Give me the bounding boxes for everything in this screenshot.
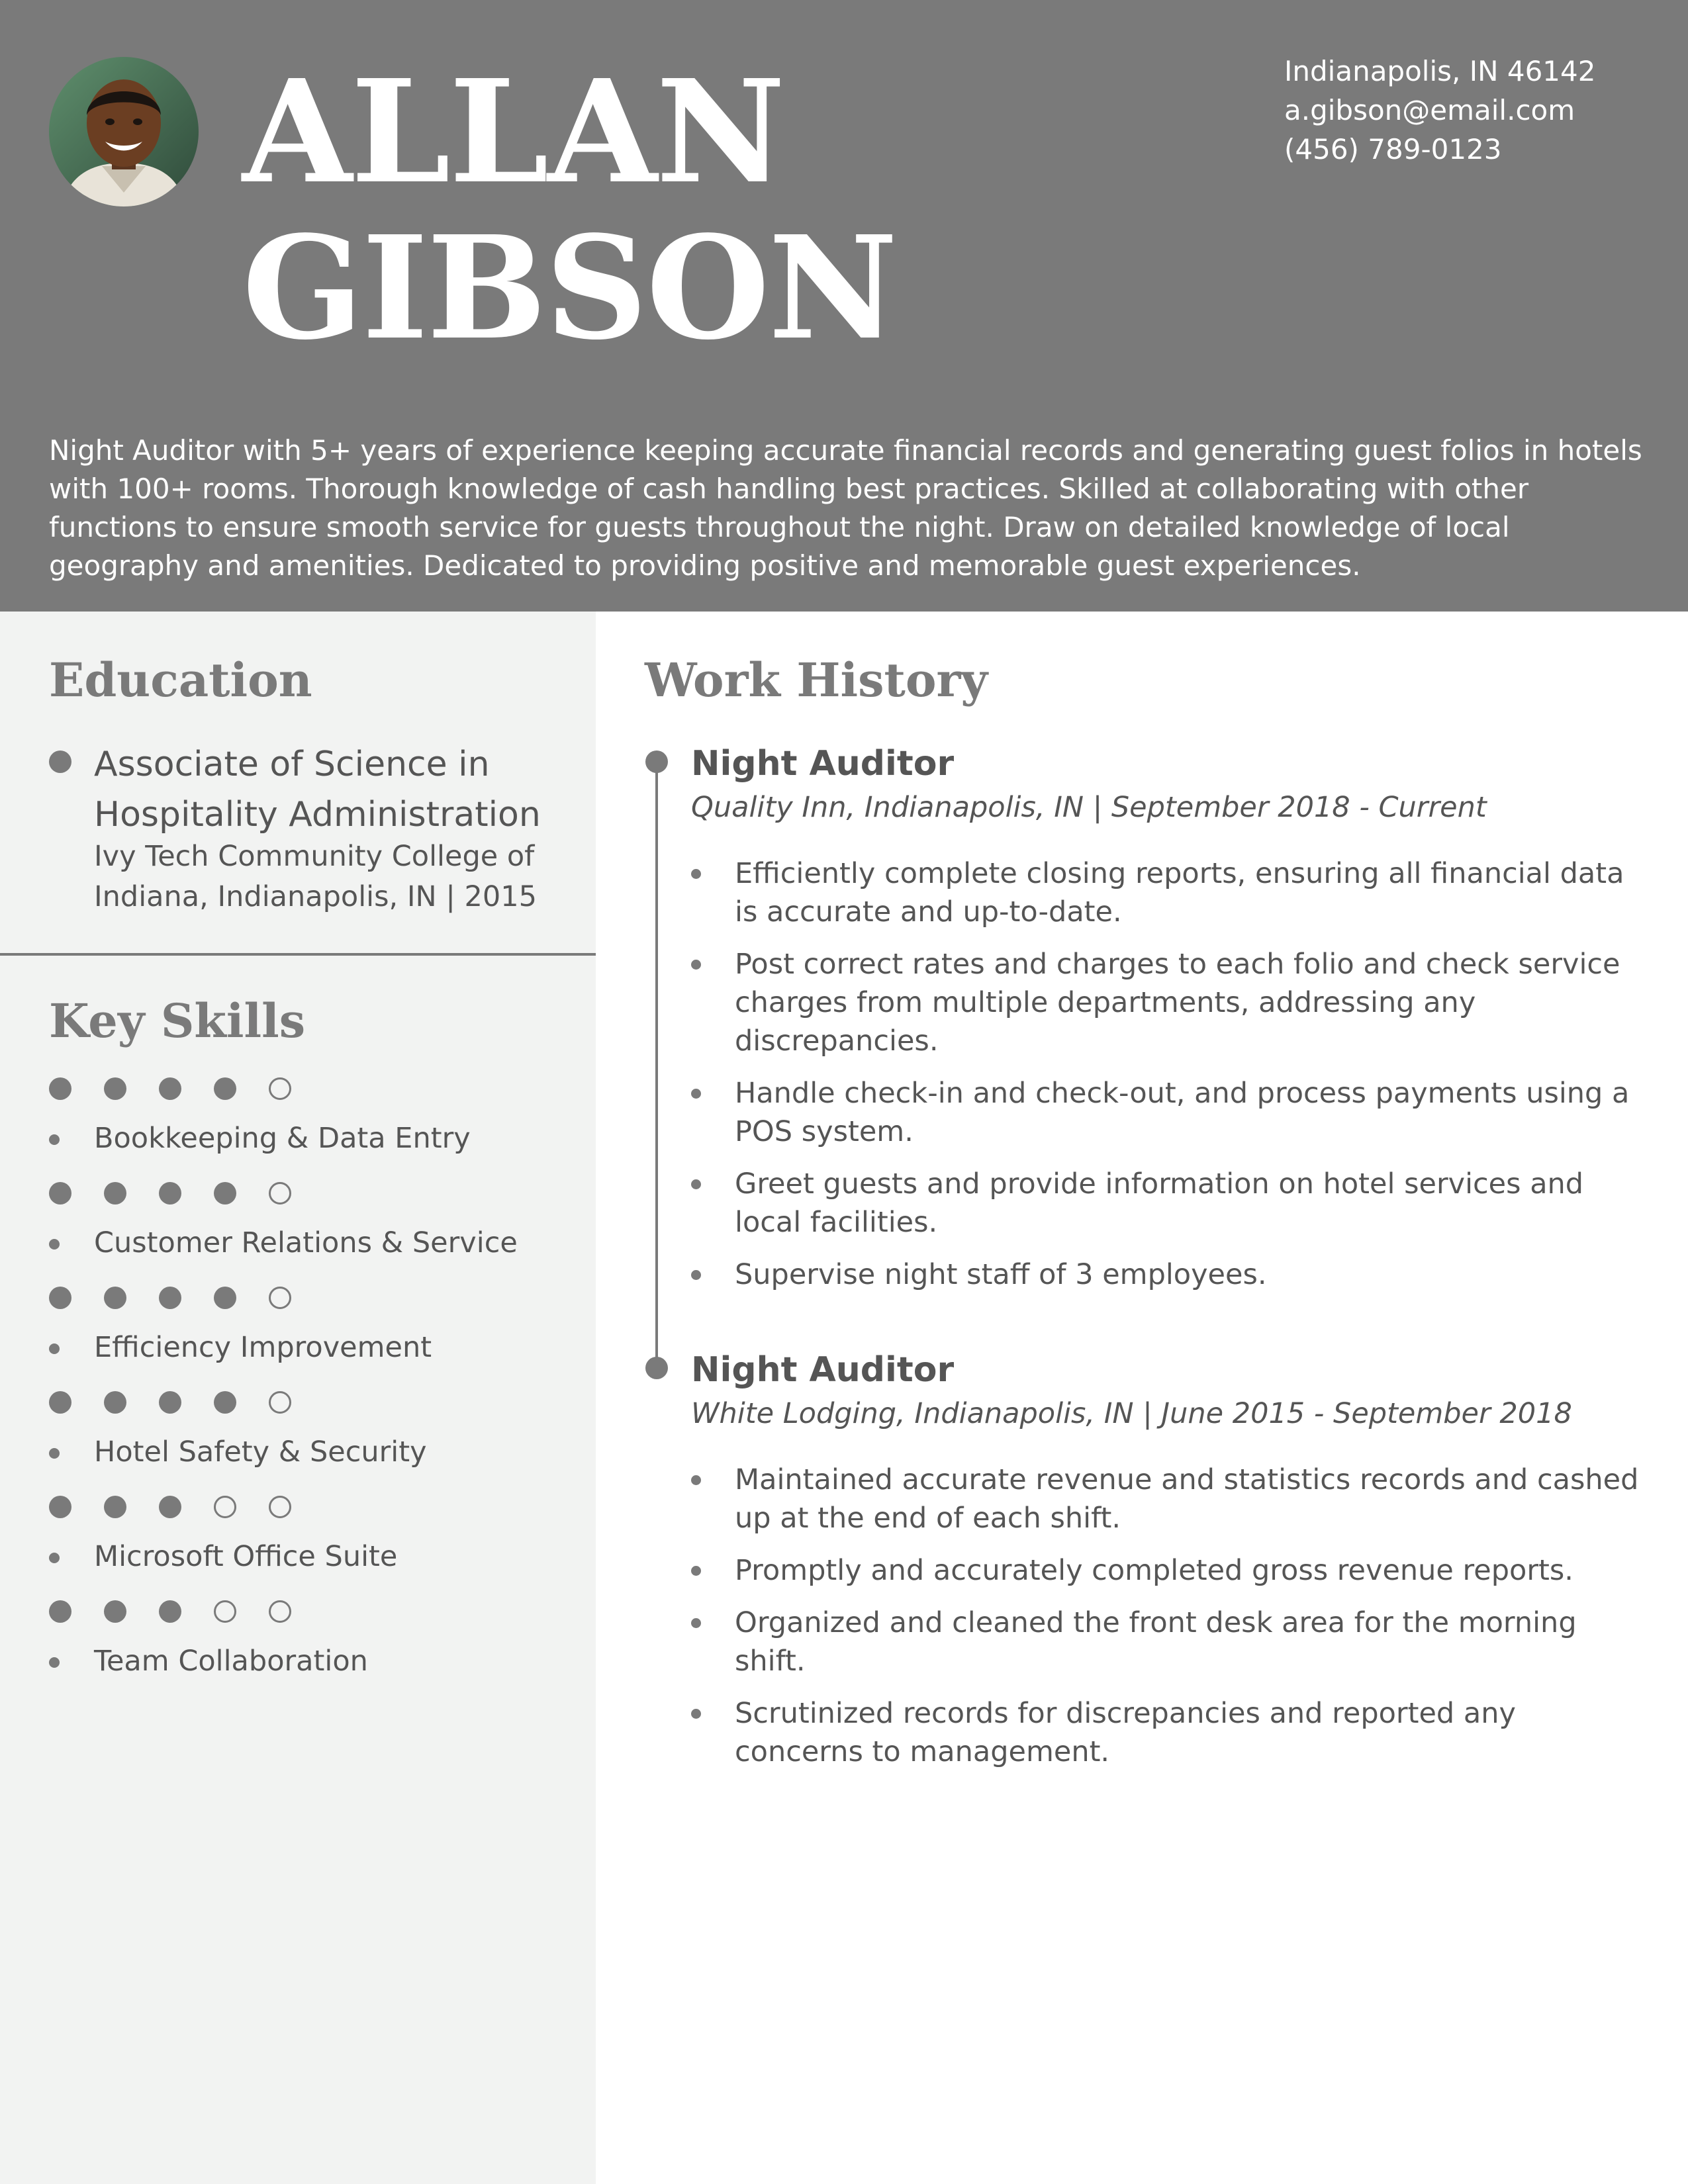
rating-dot-filled-icon: [49, 1600, 71, 1623]
rating-dot-empty-icon: [214, 1600, 236, 1623]
resume-header: [0, 0, 1688, 612]
skill-item: [49, 1391, 579, 1490]
job-bullet: Efficiently complete closing reports, ensuring all financial data is accurate and up-to-date.: [691, 854, 1644, 931]
job-bullets: [691, 854, 1644, 1308]
job-title: Night Auditor: [691, 744, 955, 784]
professional-summary: Night Auditor with 5+ years of experience keeping accurate financial records and generating guest folios in hotels with 100+ rooms. Thorough knowledge of cash handling best practices. Skilled at collaborating with other functions to ensure smooth service for guests throughout the night. Draw on detailed knowledge of local geography and amenities. Dedicated to providing positive and memorable guest experiences.: [49, 434, 1642, 582]
rating-dot-filled-icon: [49, 1496, 71, 1518]
contact-email[interactable]: a.gibson@email.com: [1284, 94, 1575, 126]
skill-bullet-icon: [49, 1657, 60, 1668]
first-name: ALLAN: [242, 49, 784, 215]
candidate-name: [242, 49, 897, 371]
job-title: Night Auditor: [691, 1350, 955, 1390]
job-bullet: Organized and cleaned the front desk area for the morning shift.: [691, 1604, 1644, 1680]
rating-dot-filled-icon: [104, 1077, 126, 1100]
rating-dot-filled-icon: [159, 1182, 181, 1205]
skill-name: Team Collaboration: [94, 1645, 368, 1678]
skill-name: Microsoft Office Suite: [94, 1540, 398, 1573]
contact-phone[interactable]: (456) 789-0123: [1284, 133, 1502, 165]
skill-name: Hotel Safety & Security: [94, 1435, 427, 1469]
sidebar-divider: [0, 953, 596, 956]
rating-dot-filled-icon: [49, 1182, 71, 1205]
skill-bullet-icon: [49, 1448, 60, 1459]
skill-item: [49, 1077, 579, 1177]
skills-heading: Key Skills: [49, 993, 306, 1048]
rating-dot-empty-icon: [269, 1182, 291, 1205]
rating-dot-empty-icon: [269, 1391, 291, 1414]
education-degree: Associate of Science in Hospitality Administration: [94, 745, 541, 835]
education-bullet-icon: [49, 751, 71, 773]
rating-dot-filled-icon: [49, 1077, 71, 1100]
rating-dot-filled-icon: [159, 1287, 181, 1309]
timeline-line: [655, 762, 658, 1370]
job-meta: White Lodging, Indianapolis, IN | June 2015 - September 2018: [691, 1397, 1572, 1430]
skill-bullet-icon: [49, 1134, 60, 1145]
rating-dot-filled-icon: [104, 1496, 126, 1518]
rating-dot-filled-icon: [214, 1287, 236, 1309]
rating-dot-filled-icon: [49, 1287, 71, 1309]
job-bullet: Scrutinized records for discrepancies and reported any concerns to management.: [691, 1694, 1644, 1771]
job-bullet: Maintained accurate revenue and statistics records and cashed up at the end of each shift.: [691, 1461, 1644, 1537]
job-bullet: Post correct rates and charges to each folio and check service charges from multiple departments, addressing any discrepancies.: [691, 945, 1644, 1060]
rating-dot-filled-icon: [104, 1287, 126, 1309]
skill-bullet-icon: [49, 1553, 60, 1563]
contact-info: [1284, 52, 1595, 169]
rating-dot-filled-icon: [214, 1182, 236, 1205]
job-meta: Quality Inn, Indianapolis, IN | September 2018 - Current: [691, 791, 1487, 824]
contact-location: Indianapolis, IN 46142: [1284, 55, 1596, 87]
profile-photo: [49, 57, 199, 206]
last-name: GIBSON: [242, 205, 897, 371]
skill-name: Customer Relations & Service: [94, 1226, 518, 1259]
work-history-heading: Work History: [645, 653, 988, 707]
timeline-dot-icon: [645, 1357, 668, 1379]
rating-dot-empty-icon: [269, 1600, 291, 1623]
job-bullets: [691, 1461, 1644, 1785]
rating-dot-empty-icon: [269, 1496, 291, 1518]
skill-name: Bookkeeping & Data Entry: [94, 1122, 471, 1155]
job-bullet: Handle check-in and check-out, and process payments using a POS system.: [691, 1074, 1644, 1151]
rating-dot-filled-icon: [214, 1077, 236, 1100]
education-school: Ivy Tech Community College of Indiana, Indianapolis, IN | 2015: [94, 840, 537, 913]
education-heading: Education: [49, 653, 312, 707]
rating-dot-filled-icon: [104, 1182, 126, 1205]
skill-name: Efficiency Improvement: [94, 1331, 432, 1364]
job-bullet: Supervise night staff of 3 employees.: [691, 1255, 1644, 1294]
skill-item: [49, 1496, 579, 1595]
person-portrait-icon: [49, 57, 199, 206]
skill-item: [49, 1182, 579, 1281]
skill-item: [49, 1600, 579, 1700]
rating-dot-filled-icon: [214, 1391, 236, 1414]
job-bullet: Greet guests and provide information on hotel services and local facilities.: [691, 1165, 1644, 1242]
timeline-dot-icon: [645, 751, 668, 773]
rating-dot-filled-icon: [104, 1600, 126, 1623]
skill-bullet-icon: [49, 1239, 60, 1250]
rating-dot-empty-icon: [269, 1077, 291, 1100]
rating-dot-filled-icon: [104, 1391, 126, 1414]
rating-dot-filled-icon: [159, 1391, 181, 1414]
skill-bullet-icon: [49, 1343, 60, 1354]
job-bullet: Promptly and accurately completed gross revenue reports.: [691, 1551, 1644, 1590]
rating-dot-empty-icon: [269, 1287, 291, 1309]
rating-dot-filled-icon: [159, 1077, 181, 1100]
rating-dot-filled-icon: [159, 1496, 181, 1518]
rating-dot-filled-icon: [49, 1391, 71, 1414]
rating-dot-filled-icon: [159, 1600, 181, 1623]
skill-item: [49, 1287, 579, 1386]
rating-dot-empty-icon: [214, 1496, 236, 1518]
